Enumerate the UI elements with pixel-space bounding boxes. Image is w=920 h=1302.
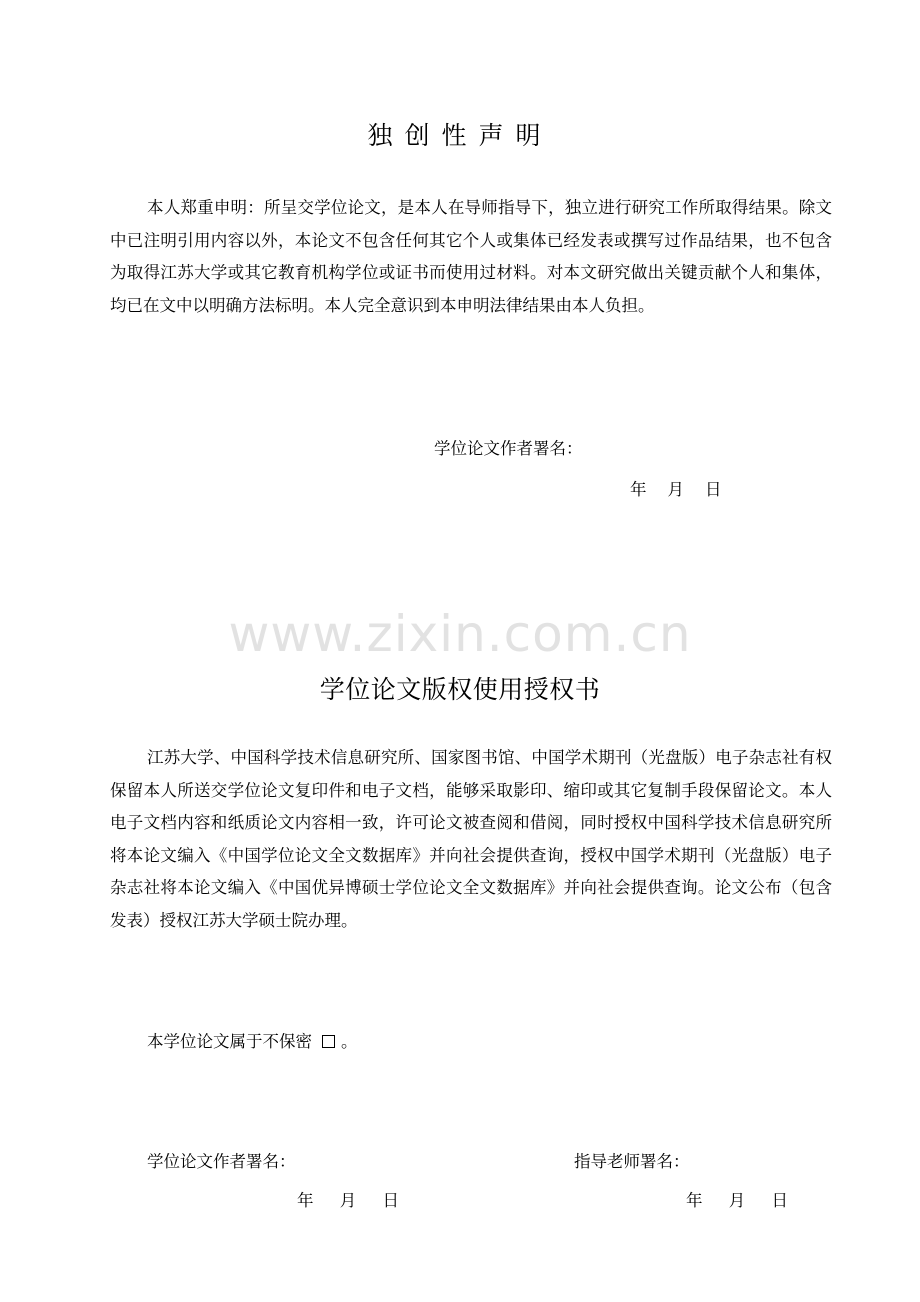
authorization-author-date-label: 年 月 日 [297, 1191, 399, 1210]
secrecy-text: 本学位论文属于不保密 [147, 1032, 312, 1051]
declaration-date-label: 年 月 日 [630, 480, 722, 499]
authorization-author-signature-label: 学位论文作者署名： [147, 1152, 296, 1171]
authorization-advisor-date-label: 年 月 日 [686, 1191, 788, 1210]
authorization-advisor-signature-label: 指导老师署名： [574, 1152, 690, 1171]
secrecy-line [147, 1030, 358, 1054]
authorization-body: 江苏大学、中国科学技术信息研究所、国家图书馆、中国学术期刊（光盘版）电子杂志社有权保留本人所送交学位论文复印件和电子文档，能够采取影印、缩印或其它复制手段保留论文。本人电子文档内容和纸质论文内容相一致，许可论文被查阅和借阅，同时授权中国科学技术信息研究所将本论文编入《中国学位论文全文数据库》并向社会提供查询，授权中国学术期刊（光盘版）电子杂志社将本论文编入《中国优异博硕士学位论文全文数据库》并向社会提供查询。论文公布（包含发表）授权江苏大学硕士院办理。 [110, 748, 832, 930]
declaration-body: 本人郑重申明：所呈交学位论文，是本人在导师指导下，独立进行研究工作所取得结果。除文中已注明引用内容以外，本论文不包含任何其它个人或集体已经发表或撰写过作品结果，也不包含为取得江苏大学或其它教育机构学位或证书而使用过材料。对本文研究做出关键贡献个人和集体，均已在文中以明确方法标明。本人完全意识到本申明法律结果由本人负担。 [110, 198, 832, 315]
watermark: www.zixin.com.cn [228, 605, 692, 663]
secrecy-checkbox[interactable] [322, 1035, 335, 1048]
declaration-title: 独创性声明 [367, 121, 553, 150]
declaration-author-signature-label: 学位论文作者署名： [434, 439, 583, 458]
secrecy-suffix: 。 [341, 1032, 358, 1051]
authorization-title: 学位论文版权使用授权书 [319, 675, 601, 704]
